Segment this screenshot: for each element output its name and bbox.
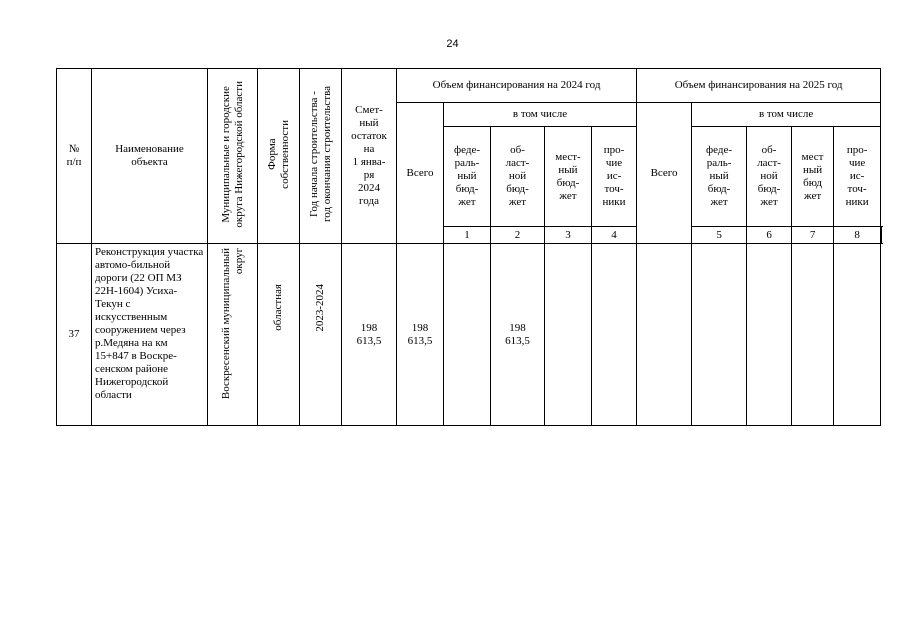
header-years-text: Год начала строительства - год окончания строительства bbox=[307, 86, 333, 222]
header-incl-2024: в том числе bbox=[444, 103, 637, 127]
row-other-2025 bbox=[834, 244, 881, 426]
colnum-7: 7 bbox=[792, 227, 834, 244]
header-regional-2025: об- ласт- ной бюд- жет bbox=[747, 127, 792, 227]
row-years bbox=[300, 244, 342, 426]
row-local-2025 bbox=[792, 244, 834, 426]
financing-table bbox=[56, 68, 882, 426]
row-district-text: Воскресенский муниципальный округ bbox=[219, 248, 245, 400]
row-local-2024 bbox=[545, 244, 592, 426]
header-ownership-text: Форма собственности bbox=[265, 119, 291, 189]
row-federal-2024 bbox=[444, 244, 491, 426]
colnum-6: 6 bbox=[747, 227, 792, 244]
colnum-5: 5 bbox=[692, 227, 747, 244]
header-district-text: Муниципальные и городские округа Нижегородской области bbox=[219, 80, 245, 228]
row-ownership bbox=[258, 244, 300, 426]
header-row-1 bbox=[57, 69, 882, 103]
header-federal-2024: феде- раль- ный бюд- жет bbox=[444, 127, 491, 227]
row-regional-2025 bbox=[747, 244, 792, 426]
row-estimate-balance: 198 613,5 bbox=[342, 244, 397, 426]
row-ownership-text: областная bbox=[272, 284, 284, 331]
row-regional-2024: 198 613,5 bbox=[491, 244, 545, 426]
header-estimate: Смет- ный остаток на 1 янва- ря 2024 года bbox=[342, 69, 397, 244]
header-num: № п/п bbox=[57, 69, 92, 244]
colnum-4: 4 bbox=[592, 227, 637, 244]
header-name: Наименование объекта bbox=[92, 69, 208, 244]
page-number: 24 bbox=[446, 38, 459, 50]
table-row bbox=[57, 244, 882, 426]
row-total-2024: 198 613,5 bbox=[397, 244, 444, 426]
header-fin-2024: Объем финансирования на 2024 год bbox=[397, 69, 637, 103]
header-regional-2024: об- ласт- ной бюд- жет bbox=[491, 127, 545, 227]
header-other-2025: про- чие ис- точ- ники bbox=[834, 127, 881, 227]
header-total-2025: Всего bbox=[637, 103, 692, 244]
header-federal-2025: феде- раль- ный бюд- жет bbox=[692, 127, 747, 227]
header-other-2024: про- чие ис- точ- ники bbox=[592, 127, 637, 227]
row-object-name: Реконструкция участка автомо-бильной дороги (22 ОП МЗ 22Н-1604) Усиха-Текун с искусственным сооружением через р.Медяна на км 15+847 в Воскре-сенском районе Нижегородской области bbox=[92, 244, 208, 426]
header-local-2024: мест- ный бюд- жет bbox=[545, 127, 592, 227]
colnum-3: 3 bbox=[545, 227, 592, 244]
header-district bbox=[208, 69, 258, 244]
row-years-text: 2023-2024 bbox=[314, 284, 326, 332]
row-total-2025 bbox=[637, 244, 692, 426]
colnum-1: 1 bbox=[444, 227, 491, 244]
header-ownership bbox=[258, 69, 300, 244]
header-fin-2025: Объем финансирования на 2025 год bbox=[637, 69, 881, 103]
header-years bbox=[300, 69, 342, 244]
row-num: 37 bbox=[57, 244, 92, 426]
header-local-2025: мест ный бюд жет bbox=[792, 127, 834, 227]
header-total-2024: Всего bbox=[397, 103, 444, 244]
colnum-2: 2 bbox=[491, 227, 545, 244]
row-district bbox=[208, 244, 258, 426]
header-incl-2025: в том числе bbox=[692, 103, 881, 127]
colnum-8: 8 bbox=[834, 227, 881, 244]
row-federal-2025 bbox=[692, 244, 747, 426]
row-other-2024 bbox=[592, 244, 637, 426]
